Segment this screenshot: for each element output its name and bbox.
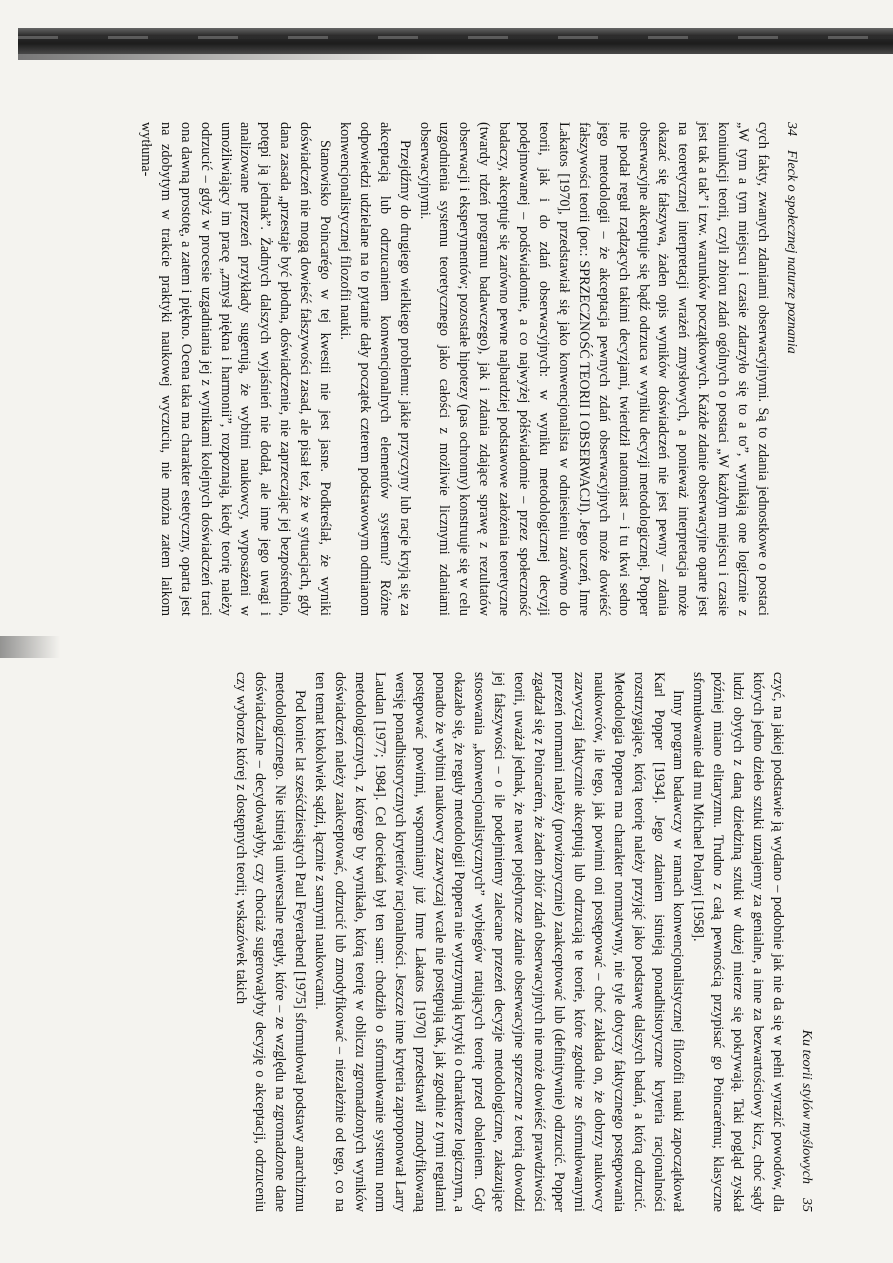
page-number: 35 bbox=[799, 1198, 814, 1212]
page-header-34 bbox=[782, 122, 800, 616]
page-number: 34 bbox=[784, 122, 799, 136]
paragraph: Przejdźmy do drugiego wielkiego problemu: jakie przyczyny lub racje kryją się za akceptacją lub odrzucaniem konwencjonalnych elementów systemu? Różne odpowiedzi udzielane na to pytanie dały początek czterem podstawowym odmianom konwencjonalistycznej filozofii nauki. bbox=[336, 122, 413, 616]
running-head: Fleck o społecznej naturze poznania bbox=[784, 150, 799, 354]
paragraph: czyć, na jakiej podstawie ją wydano – podobnie jak nie da się w pełni wyrazić powodów, dla których jedno dzieło sztuki uznajemy za genialne, a inne za bezwartościowy kicz, choć sądy ludzi obytych z daną dziedziną sztuki w dużej mierze się pokrywają. Taki pogląd zyskał później miano elitaryzmu. Trudno z całą pewnością przypisać go Poincarému; klasyczne sformułowanie dał mu Michael Polanyi [1958]. bbox=[690, 672, 786, 1212]
right-page bbox=[110, 672, 815, 1212]
left-page bbox=[110, 122, 800, 616]
paragraph: Inny program badawczy w ramach konwencjonalistycznej filozofii nauki zapoczątkował Karl Popper [1934]. Jego zdaniem istnieją ponadhistoryczne kryteria racjonalności rozstrzygające, którą teorię należy przyjąć jako podstawę dalszych badań, a którą odrzucić. Metodologia Poppera ma charakter normatywny, nie tyle dotyczy faktycznego postępowania naukowców, ile tego, jak powinni oni postępować – choć zakłada on, że dobrzy naukowcy zazwyczaj faktycznie akceptują lub odrzucają te teorie, które zgodnie ze sformułowanymi przezeń normami należy (prowizorycznie) zaakceptować lub (definitywnie) odrzucić. Popper zgadzał się z Poincarém, że żaden zbiór zdań obserwacyjnych nie może dowieść prawdziwości teorii, uważał jednak, że nawet pojedyncze zdanie obserwacyjne sprzeczne z teorią dowodzi jej fałszywości – o ile podejmiemy zalecane przezeń decyzje metodologiczne, zakazujące stosowania „konwencjonalistycznych” wybiegów ratujących teorię przed obaleniem. Gdy okazało się, że reguły metodologii Poppera nie wytrzymują krytyki o charakterze logicznym, a ponadto że wybitni naukowcy zazwyczaj wcale nie postępują tak, jak zgodnie z tymi regułami postępować powinni, wspomniany już Imre Lakatos [1970] przedstawił zmodyfikowaną wersję ponadhistorycznych kryteriów racjonalności. Jeszcze inne kryteria zaproponował Larry Laudan [1977; 1984]. Cel dociekań był ten sam: chodziło o sformułowanie systemu norm metodologicznych, z którego by wynikało, którą teorię w obliczu zgromadzonych wyników doświadczeń należy zaakceptować, odrzucić lub zmodyfikować – niezależnie od tego, co na ten temat ktokolwiek sądzi, łącznie z samymi naukowcami. bbox=[312, 672, 687, 1212]
paragraph: cych fakty, zwanych zdaniami obserwacyjnymi. Są to zdania jednostkowe o postaci „W tym a tym miejscu i czasie zdarzyło się to a to”, wynikają one logicznie z koniunkcji teorii, czyli zbioru zdań ogólnych o postaci „W każdym miejscu i czasie jest tak a tak” i tzw. warunków początkowych. Każde zdanie obserwacyjne oparte jest na teoretycznej interpretacji wrażeń zmysłowych, a ponieważ interpretacja może okazać się fałszywa, żaden opis wyników doświadczeń nie jest pewny – zdania obserwacyjne akceptuje się bądź odrzuca w wyniku decyzji metodologicznej. Popper nie podał reguł rządzących takimi decyzjami, twierdził natomiast – i tu tkwi sedno jego metodologii – że akceptacja pewnych zdań obserwacyjnych może dowieść fałszywości teorii (por.: SPRZECZNOŚĆ TEORII I OBSERWACJI). Jego uczeń, Imre Lakatos [1970], przedstawiał się jako konwencjonalista w odniesieniu zarówno do teorii, jak i do zdań obserwacyjnych: w wyniku metodologicznej decyzji podejmowanej – podświadomie, a co najwyżej półświadomie – przez społeczność badaczy, akceptuje się zarówno pewne najbardziej podstawowe założenia teoretyczne (twardy rdzeń programu badawczego), jak i zdania zdające sprawę z rezultatów obserwacji i eksperymentów; pozostałe hipotezy (pas ochronny) konstruuje się w celu uzgodnienia systemu teoretycznego jako całości z możliwie licznymi zdaniami obserwacyjnymi. bbox=[416, 122, 771, 616]
paragraph: Stanowisko Poincarégo w tej kwestii nie jest jasne. Podkreślał, że wyniki doświadczeń nie mogą dowieść fałszywości zasad, ale pisał też, że w sytuacjach, gdy dana zasada „przestaje być płodna, doświadczenie, nie zaprzeczając jej bezpośrednio, potępi ją jednak”. Żadnych dalszych wyjaśnień nie dodał, ale inne jego uwagi i analizowane przezeń przykłady sugerują, że wybitni naukowcy, wyposażeni w umożliwiający im pracę „zmysł piękna i harmonii”, rozpoznają, kiedy teorię należy odrzucić – gdyż w procesie uzgadniania jej z wynikami kolejnych doświadczeń traci ona dawną prostotę, a zatem i piękno. Ocena taka ma charakter estetyczny, oparta jest na zdobytym w trakcie praktyki naukowej wyczuciu, nie można zatem laikom wytłuma- bbox=[137, 122, 334, 616]
paragraph: Pod koniec lat sześćdziesiątych Paul Feyerabend [1975] sformułował podstawy anarchizmu metodologicznego. Nie istnieją uniwersalne reguły, które – ze względu na zgromadzone dane doświadczalne – decydowałyby, czy chociaż sugerowałyby decyzję o akceptacji, odrzuceniu czy wyborze której z dostępnych teorii; wskazówek takich bbox=[232, 672, 309, 1212]
running-head: Ku teorii stylów myślowych bbox=[799, 1029, 814, 1184]
page-header-35 bbox=[797, 672, 815, 1212]
